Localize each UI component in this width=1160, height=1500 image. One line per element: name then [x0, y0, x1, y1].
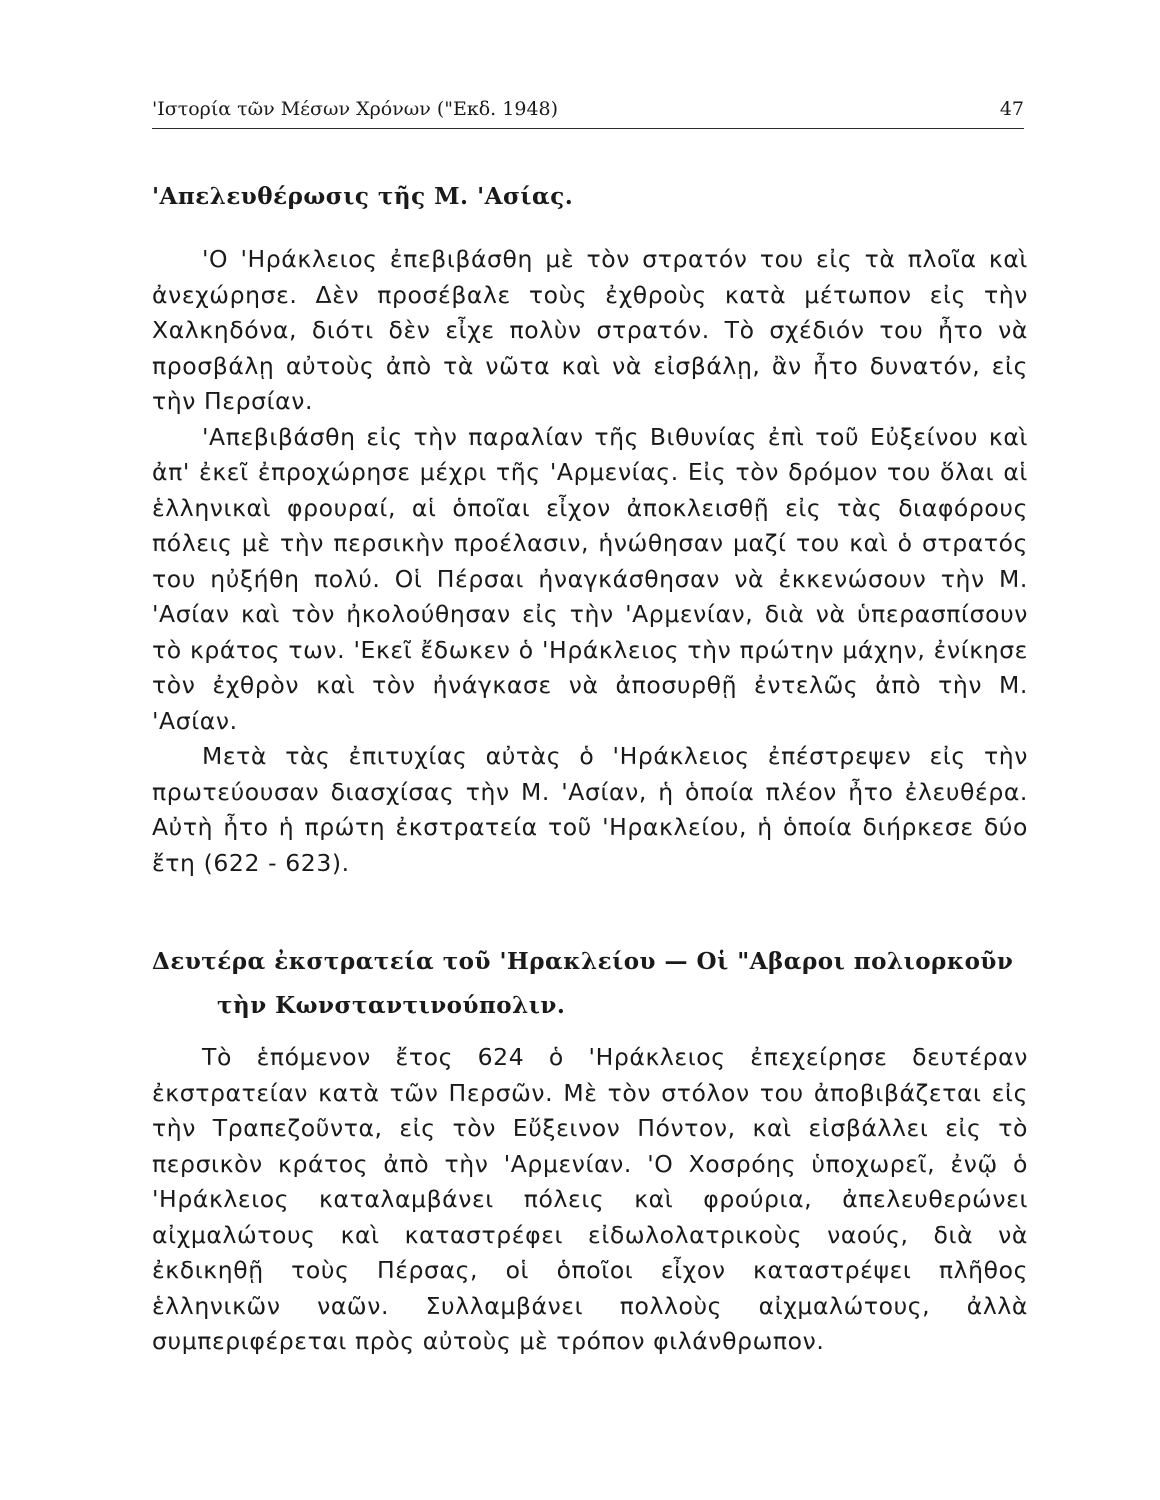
section-heading-liberation: 'Απελευθέρωσις τῆς Μ. 'Ασίας. — [152, 183, 574, 210]
paragraph: 'Απεβιβάσθη εἰς τὴν παραλίαν τῆς Βιθυνίας ἐπὶ τοῦ Εὐξείνου καὶ ἀπ' ἐκεῖ ἐπροχώρησε μέχρι τῆς 'Αρμενίας. Εἰς τὸν δρόμον του ὅλαι αἱ ἑλληνικαὶ φρουραί, αἱ ὁποῖαι εἶχον ἀποκλεισθῇ εἰς τὰς διαφόρους πόλεις μὲ τὴν περσικὴν προέλασιν, ἡνώθησαν μαζί του καὶ ὁ στρατός του ηὐξήθη πολύ. Οἱ Πέρσαι ἠναγκάσθησαν νὰ ἐκκενώσουν τὴν Μ. 'Ασίαν καὶ τὸν ἠκολούθησαν εἰς τὴν 'Αρμενίαν, διὰ νὰ ὑπερασπίσουν τὸ κράτος των. 'Εκεῖ ἔδωκεν ὁ 'Ηράκλειος τὴν πρώτην μάχην, ἐνίκησε τὸν ἐχθρὸν καὶ τὸν ἠνάγκασε νὰ ἀποσυρθῇ ἐντελῶς ἀπὸ τὴν Μ. 'Ασίαν. — [152, 422, 1028, 735]
section-body-liberation — [152, 242, 1028, 881]
section-heading-second-campaign — [152, 940, 1032, 1028]
paragraph: Μετὰ τὰς ἐπιτυχίας αὐτὰς ὁ 'Ηράκλειος ἐπέστρεψεν εἰς τὴν πρωτεύουσαν διασχίσας τὴν Μ. 'Ασίαν, ἡ ὁποία πλέον ἦτο ἐλευθέρα. Αὐτὴ ἦτο ἡ πρώτη ἐκστρατεία τοῦ 'Ηρακλείου, ἡ ὁποία διήρκεσε δύο ἔτη (622 - 623). — [152, 742, 1028, 877]
section-heading-line2: τὴν Κωνσταντινούπολιν. — [217, 992, 566, 1019]
running-head — [152, 98, 1024, 129]
paragraph: Τὸ ἑπόμενον ἔτος 624 ὁ 'Ηράκλειος ἐπεχείρησε δευτέραν ἐκστρατείαν κατὰ τῶν Περσῶν. Μὲ τὸν στόλον του ἀποβιβάζεται εἰς τὴν Τραπεζοῦντα, εἰς τὸν Εὔξεινον Πόντον, καὶ εἰσβάλλει εἰς τὸ περσικὸν κράτος ἀπὸ τὴν 'Αρμενίαν. 'Ο Χοσρόης ὑποχωρεῖ, ἐνῷ ὁ 'Ηράκλειος καταλαμβάνει πόλεις καὶ φρούρια, ἀπελευθερώνει αἰχμαλώτους καὶ καταστρέφει εἰδωλολατρικοὺς ναούς, διὰ νὰ ἐκδικηθῇ τοὺς Πέρσας, οἱ ὁποῖοι εἶχον καταστρέψει πλῆθος ἑλληνικῶν ναῶν. Συλλαμβάνει πολλοὺς αἰχμαλώτους, ἀλλὰ συμπεριφέρεται πρὸς αὐτοὺς μὲ τρόπον φιλάνθρωπον. — [152, 1043, 1028, 1355]
section-heading-line1: Δευτέρα ἐκστρατεία τοῦ 'Ηρακλείου — Οἱ "Αβαροι πολιορκοῦν — [152, 948, 1014, 975]
page-number: 47 — [999, 98, 1024, 120]
section-body-second-campaign — [152, 1040, 1028, 1360]
paragraph: 'Ο 'Ηράκλειος ἐπεβιβάσθη μὲ τὸν στρατόν του εἰς τὰ πλοῖα καὶ ἀνεχώρησε. Δὲν προσέβαλε τοὺς ἐχθροὺς κατὰ μέτωπον εἰς τὴν Χαλκηδόνα, διότι δὲν εἶχε πολὺν στρατόν. Τὸ σχέδιόν του ἦτο νὰ προσβάλῃ αὐτοὺς ἀπὸ τὰ νῶτα καὶ νὰ εἰσβάλῃ, ἂν ἦτο δυνατόν, εἰς τὴν Περσίαν. — [152, 245, 1028, 415]
running-title: 'Ιστορία τῶν Μέσων Χρόνων ("Εκδ. 1948) — [152, 98, 559, 120]
